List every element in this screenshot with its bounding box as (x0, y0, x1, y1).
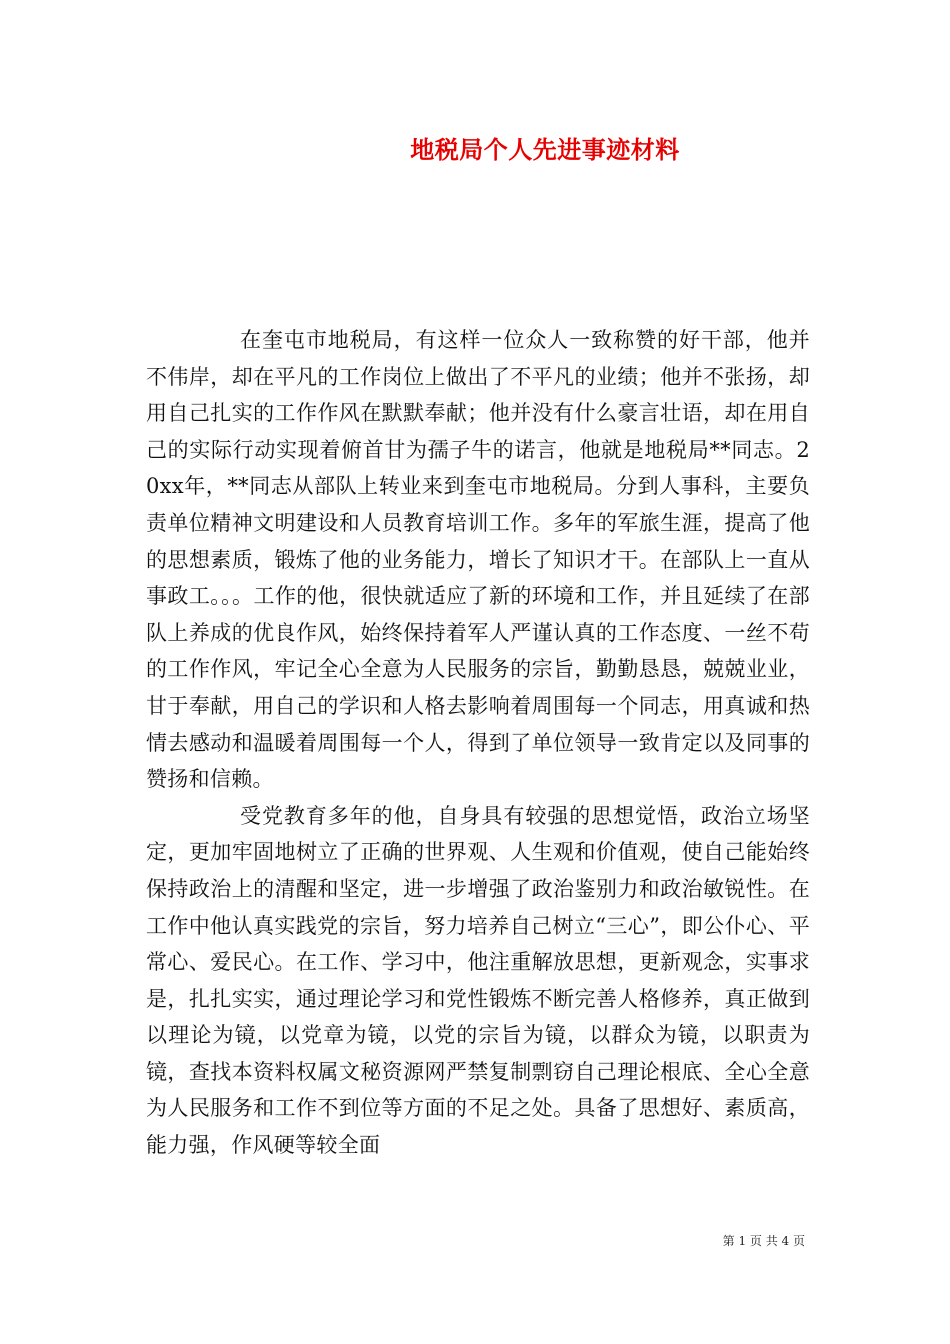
paragraph-2: 受党教育多年的他，自身具有较强的思想觉悟，政治立场坚定，更加牢固地树立了正确的世界观、人生观和价值观，使自己能始终保持政治上的清醒和坚定，进一步增强了政治鉴别力和政治敏锐性。在工作中他认真实践党的宗旨，努力培养自己树立“三心”，即公仆心、平常心、爱民心。在工作、学习中，他注重解放思想，更新观念，实事求是，扎扎实实，通过理论学习和党性锻炼不断完善人格修养，真正做到以理论为镜，以党章为镜，以党的宗旨为镜，以群众为镜，以职责为镜，查找本资料权属文秘资源网严禁复制剽窃自己理论根底、全心全意为人民服务和工作不到位等方面的不足之处。具备了思想好、素质高，能力强，作风硬等较全面 (146, 803, 810, 1158)
page-number-footer: 第 1 页 共 4 页 (722, 1234, 805, 1248)
document-title: 地税局个人先进事迹材料 (410, 135, 680, 164)
document-body (146, 322, 810, 1164)
paragraph-1: 在奎屯市地税局，有这样一位众人一致称赞的好干部，他并不伟岸，却在平凡的工作岗位上做出了不平凡的业绩；他并不张扬，却用自己扎实的工作作风在默默奉献；他并没有什么豪言壮语，却在用自己的实际行动实现着俯首甘为孺子牛的诺言，他就是地税局**同志。20xx年，**同志从部队上转业来到奎屯市地税局。分到人事科，主要负责单位精神文明建设和人员教育培训工作。多年的军旅生涯，提高了他的思想素质，锻炼了他的业务能力，增长了知识才干。在部队上一直从事政工。。。工作的他，很快就适应了新的环境和工作，并且延续了在部队上养成的优良作风，始终保持着军人严谨认真的工作态度、一丝不苟的工作作风，牢记全心全意为人民服务的宗旨，勤勤恳恳，兢兢业业，甘于奉献，用自己的学识和人格去影响着周围每一个同志，用真诚和热情去感动和温暖着周围每一个人，得到了单位领导一致肯定以及同事的赞扬和信赖。 (146, 328, 810, 792)
